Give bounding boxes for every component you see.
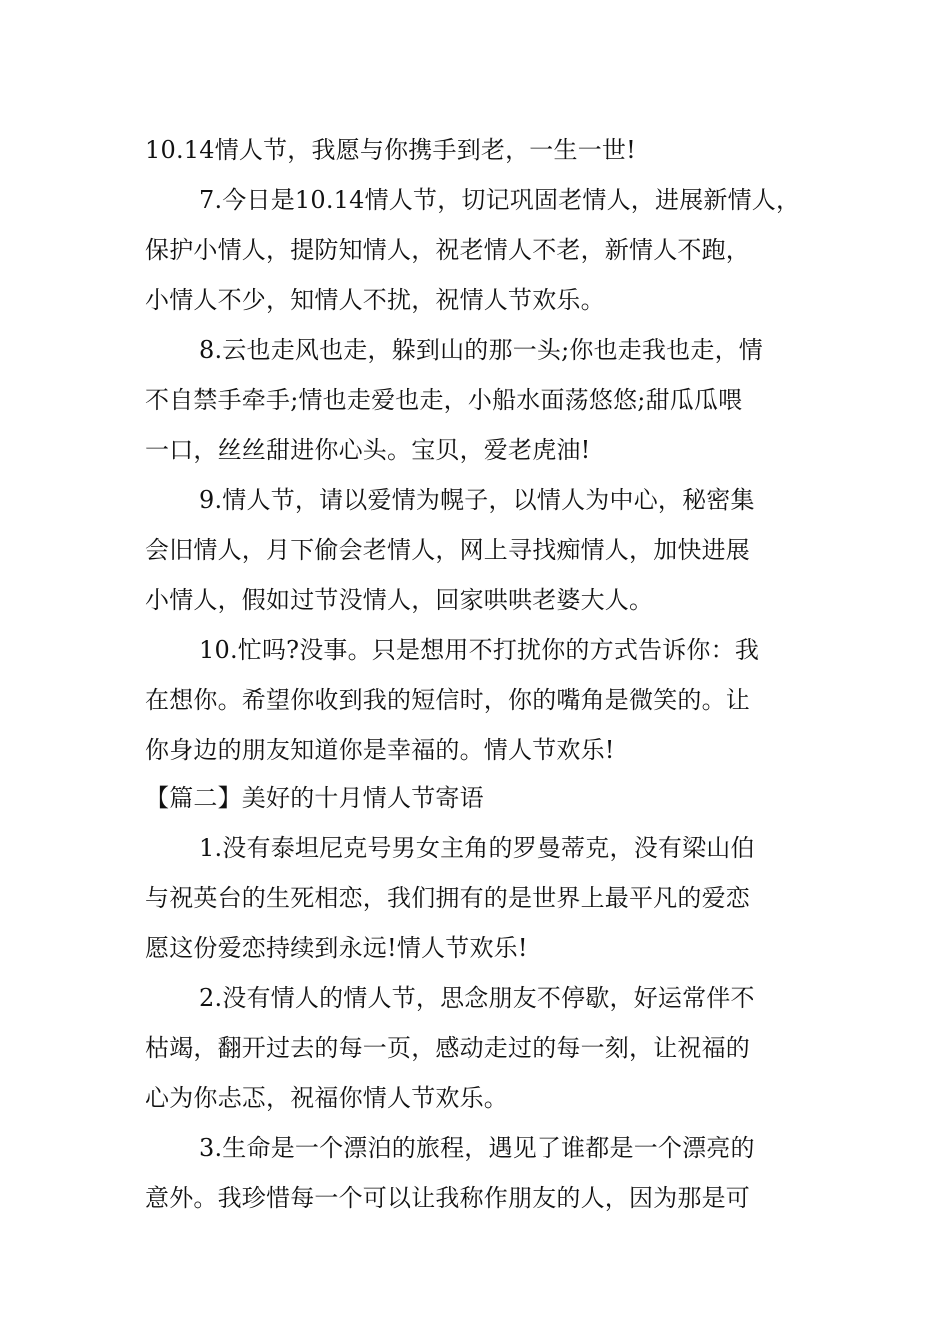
text-line: 愿这份爱恋持续到永远!情人节欢乐! — [145, 934, 528, 962]
text-line: 会旧情人，月下偷会老情人，网上寻找痴情人，加快进展 — [145, 536, 750, 564]
section-heading: 【篇二】美好的十月情人节寄语 — [145, 784, 484, 812]
text-line: 10.14情人节，我愿与你携手到老，一生一世! — [145, 136, 636, 164]
text-line: 小情人不少，知情人不扰，祝情人节欢乐。 — [145, 286, 605, 314]
text-line: 与祝英台的生死相恋，我们拥有的是世界上最平凡的爱恋 — [145, 884, 750, 912]
text-line: 意外。我珍惜每一个可以让我称作朋友的人，因为那是可 — [145, 1184, 750, 1212]
text-line: 3.生命是一个漂泊的旅程，遇见了谁都是一个漂亮的 — [199, 1134, 755, 1162]
text-line: 小情人，假如过节没情人，回家哄哄老婆大人。 — [145, 586, 654, 614]
text-line: 8.云也走风也走，躲到山的那一头;你也走我也走，情 — [199, 336, 763, 364]
text-line: 2.没有情人的情人节，思念朋友不停歇，好运常伴不 — [199, 984, 755, 1012]
text-line: 1.没有泰坦尼克号男女主角的罗曼蒂克，没有梁山伯 — [199, 834, 755, 862]
text-line: 7.今日是10.14情人节，切记巩固老情人，进展新情人， — [199, 186, 801, 214]
text-line: 保护小情人，提防知情人，祝老情人不老，新情人不跑， — [145, 236, 750, 264]
text-line: 9.情人节，请以爱情为幌子，以情人为中心，秘密集 — [199, 486, 755, 514]
text-line: 心为你忐忑，祝福你情人节欢乐。 — [145, 1084, 508, 1112]
text-line: 你身边的朋友知道你是幸福的。情人节欢乐! — [145, 736, 615, 764]
text-line: 10.忙吗?没事。只是想用不打扰你的方式告诉你：我 — [199, 636, 760, 664]
text-line: 枯竭，翻开过去的每一页，感动走过的每一刻，让祝福的 — [145, 1034, 750, 1062]
text-line: 不自禁手牵手;情也走爱也走，小船水面荡悠悠;甜瓜瓜喂 — [145, 386, 743, 414]
text-line: 一口，丝丝甜进你心头。宝贝，爱老虎油! — [145, 436, 591, 464]
text-line: 在想你。希望你收到我的短信时，你的嘴角是微笑的。让 — [145, 686, 750, 714]
